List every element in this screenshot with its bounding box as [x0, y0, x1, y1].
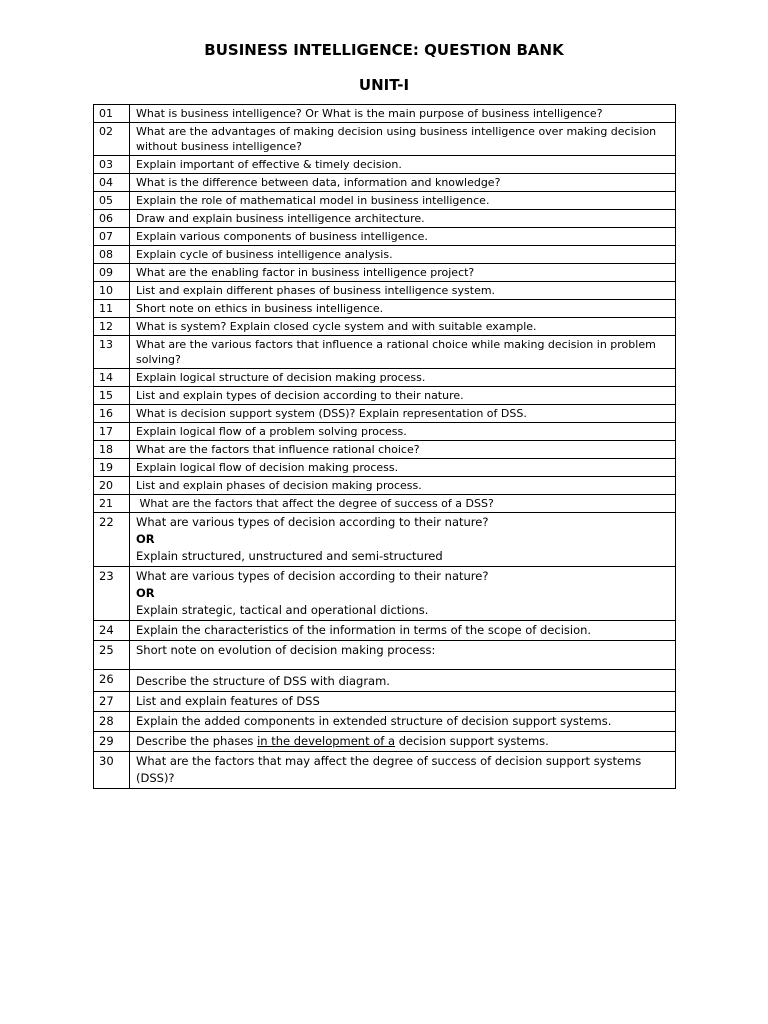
table-row	[94, 123, 676, 156]
question-text: Explain important of effective & timely decision.	[130, 156, 676, 174]
question-number: 26	[94, 670, 130, 692]
question-text: What is business intelligence? Or What is the main purpose of business intelligence?	[130, 105, 676, 123]
question-text: Explain various components of business intelligence.	[130, 228, 676, 246]
table-row	[94, 513, 676, 567]
table-row	[94, 369, 676, 387]
question-cell	[130, 732, 676, 752]
question-text: List and explain different phases of business intelligence system.	[130, 282, 676, 300]
question-number: 12	[94, 318, 130, 336]
question-text: What are the factors that affect the degree of success of a DSS?	[130, 495, 676, 513]
question-text: What are the enabling factor in business intelligence project?	[130, 264, 676, 282]
question-alternative: Explain structured, unstructured and semi-structured	[136, 549, 443, 563]
question-number: 09	[94, 264, 130, 282]
question-text: Explain the added components in extended structure of decision support systems.	[130, 712, 676, 732]
table-row	[94, 732, 676, 752]
question-text: What are the factors that may affect the degree of success of decision support systems (DSS)?	[130, 752, 676, 789]
question-text: Explain logical structure of decision making process.	[130, 369, 676, 387]
question-text: Short note on evolution of decision making process:	[130, 641, 676, 670]
question-number: 14	[94, 369, 130, 387]
question-text: Explain the role of mathematical model in business intelligence.	[130, 192, 676, 210]
question-number: 10	[94, 282, 130, 300]
question-cell	[130, 567, 676, 621]
question-number: 28	[94, 712, 130, 732]
table-row	[94, 670, 676, 692]
question-number: 25	[94, 641, 130, 670]
unit-heading: UNIT-I	[358, 76, 410, 94]
question-number: 05	[94, 192, 130, 210]
table-row	[94, 264, 676, 282]
table-row	[94, 105, 676, 123]
table-row	[94, 210, 676, 228]
question-text-underlined: in the development of a	[257, 734, 396, 748]
table-row	[94, 477, 676, 495]
table-row	[94, 752, 676, 789]
question-text: What are the various factors that influence a rational choice while making decision in problem solving?	[130, 336, 676, 369]
question-text: Explain cycle of business intelligence analysis.	[130, 246, 676, 264]
table-row	[94, 156, 676, 174]
question-number: 23	[94, 567, 130, 621]
table-row	[94, 712, 676, 732]
question-number: 19	[94, 459, 130, 477]
question-number: 16	[94, 405, 130, 423]
table-row	[94, 246, 676, 264]
question-text: What is the difference between data, information and knowledge?	[130, 174, 676, 192]
table-row	[94, 336, 676, 369]
table-row	[94, 174, 676, 192]
or-separator: OR	[136, 586, 155, 600]
question-number: 07	[94, 228, 130, 246]
question-text: What are the factors that influence rational choice?	[130, 441, 676, 459]
question-text: Explain logical flow of decision making process.	[130, 459, 676, 477]
question-text: Draw and explain business intelligence architecture.	[130, 210, 676, 228]
question-text: Explain the characteristics of the information in terms of the scope of decision.	[130, 621, 676, 641]
question-number: 13	[94, 336, 130, 369]
question-text: List and explain phases of decision making process.	[130, 477, 676, 495]
question-number: 22	[94, 513, 130, 567]
question-text: List and explain features of DSS	[130, 692, 676, 712]
table-row	[94, 495, 676, 513]
table-row	[94, 692, 676, 712]
page-title: BUSINESS INTELLIGENCE: QUESTION BANK	[204, 41, 564, 59]
table-row	[94, 459, 676, 477]
question-text: Explain logical flow of a problem solving process.	[130, 423, 676, 441]
question-text: What is system? Explain closed cycle system and with suitable example.	[130, 318, 676, 336]
question-number: 21	[94, 495, 130, 513]
table-row	[94, 441, 676, 459]
question-cell	[130, 513, 676, 567]
question-number: 20	[94, 477, 130, 495]
question-number: 02	[94, 123, 130, 156]
table-row	[94, 318, 676, 336]
question-text-part: decision support systems.	[395, 734, 549, 748]
table-row	[94, 300, 676, 318]
table-row	[94, 192, 676, 210]
table-row	[94, 282, 676, 300]
question-text: Short note on ethics in business intelligence.	[130, 300, 676, 318]
question-text: What are various types of decision according to their nature?	[136, 569, 489, 583]
question-number: 06	[94, 210, 130, 228]
table-row	[94, 567, 676, 621]
table-row	[94, 405, 676, 423]
question-alternative: Explain strategic, tactical and operational dictions.	[136, 603, 429, 617]
question-text: What are the advantages of making decision using business intelligence over making decision without business intelligence?	[130, 123, 676, 156]
table-row	[94, 423, 676, 441]
question-text: What is decision support system (DSS)? Explain representation of DSS.	[130, 405, 676, 423]
question-number: 17	[94, 423, 130, 441]
question-number: 27	[94, 692, 130, 712]
question-text: Describe the structure of DSS with diagram.	[130, 670, 676, 692]
question-number: 08	[94, 246, 130, 264]
question-number: 18	[94, 441, 130, 459]
question-number: 24	[94, 621, 130, 641]
table-row	[94, 387, 676, 405]
question-table	[93, 104, 676, 789]
question-number: 30	[94, 752, 130, 789]
question-number: 15	[94, 387, 130, 405]
question-number: 01	[94, 105, 130, 123]
question-number: 03	[94, 156, 130, 174]
table-row	[94, 621, 676, 641]
table-row	[94, 641, 676, 670]
question-text: List and explain types of decision according to their nature.	[130, 387, 676, 405]
question-text-part: Describe the phases	[136, 734, 258, 748]
question-number: 29	[94, 732, 130, 752]
table-row	[94, 228, 676, 246]
question-text: What are various types of decision according to their nature?	[136, 515, 489, 529]
question-number: 04	[94, 174, 130, 192]
or-separator: OR	[136, 532, 155, 546]
question-number: 11	[94, 300, 130, 318]
